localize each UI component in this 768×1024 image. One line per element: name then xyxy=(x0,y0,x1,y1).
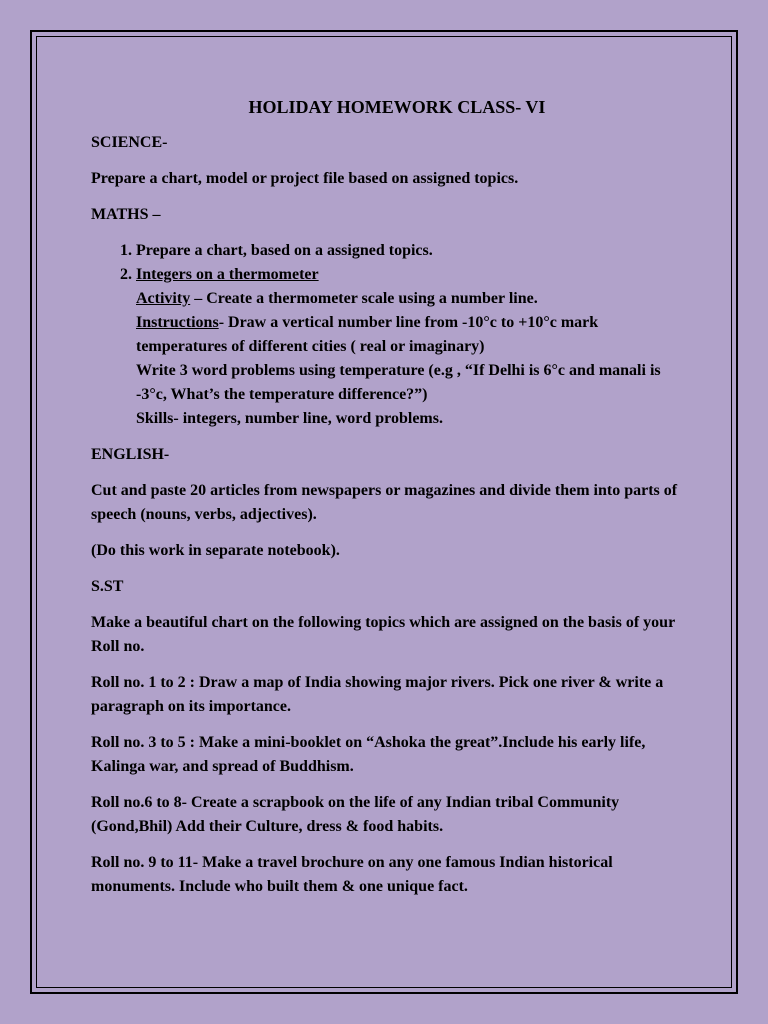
sst-roll-9-11: Roll no. 9 to 11- Make a travel brochure on any one famous Indian historical monuments. Include who built them & one unique fact. xyxy=(91,854,613,895)
maths-item-2 xyxy=(136,263,691,431)
maths-list xyxy=(91,239,691,431)
sst-heading: S.ST xyxy=(91,578,124,595)
maths-instructions xyxy=(136,311,691,359)
sst-intro: Make a beautiful chart on the following topics which are assigned on the basis of your Roll no. xyxy=(91,614,675,655)
activity-label: Activity xyxy=(136,290,191,307)
science-heading: SCIENCE- xyxy=(91,134,168,151)
english-text: Cut and paste 20 articles from newspapers or magazines and divide them into parts of speech (nouns, verbs, adjectives). xyxy=(91,482,678,523)
maths-skills: Skills- integers, number line, word problems. xyxy=(136,410,443,427)
maths-item-1-text: Prepare a chart, based on a assigned topics. xyxy=(136,242,433,259)
sst-roll-1-2: Roll no. 1 to 2 : Draw a map of India showing major rivers. Pick one river & write a paragraph on its importance. xyxy=(91,674,664,715)
instructions-label: Instructions xyxy=(136,314,219,331)
page-title: HOLIDAY HOMEWORK CLASS- VI xyxy=(248,97,546,117)
maths-word-problems: Write 3 word problems using temperature (e.g , “If Delhi is 6°c and manali is -3°c, What’s the temperature difference?”) xyxy=(136,362,661,403)
sst-roll-3-5: Roll no. 3 to 5 : Make a mini-booklet on “Ashoka the great”.Include his early life, Kalinga war, and spread of Buddhism. xyxy=(91,734,646,775)
maths-activity xyxy=(136,287,691,311)
sst-roll-6-8: Roll no.6 to 8- Create a scrapbook on the life of any Indian tribal Community (Gond,Bhil) Add their Culture, dress & food habits. xyxy=(91,794,620,835)
activity-text: – Create a thermometer scale using a number line. xyxy=(190,290,538,307)
science-text: Prepare a chart, model or project file based on assigned topics. xyxy=(91,170,519,187)
maths-item-2-title: 2. Integers on a thermometer xyxy=(136,266,319,283)
homework-document xyxy=(91,95,691,911)
instructions-text: - Draw a vertical number line from -10°c to +10°c mark temperatures of different cities ( real or imaginary) xyxy=(136,314,599,355)
english-heading: ENGLISH- xyxy=(91,446,170,463)
maths-heading: MATHS – xyxy=(91,206,161,223)
english-note: (Do this work in separate notebook). xyxy=(91,542,340,559)
maths-item-1 xyxy=(136,239,691,263)
